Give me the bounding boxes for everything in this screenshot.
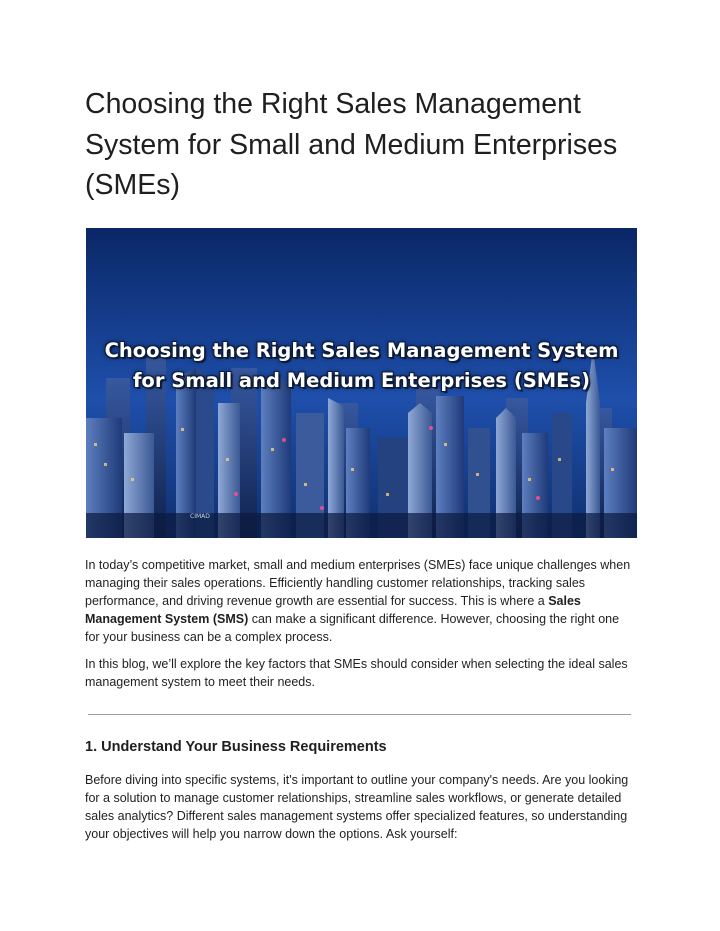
blog-intro-paragraph: In this blog, we’ll explore the key factors that SMEs should consider when selecting the ideal sales management system to meet their needs. — [85, 657, 628, 689]
hero-image — [86, 228, 637, 538]
hero-headline-line2: for Small and Medium Enterprises (SMEs) — [132, 369, 591, 392]
hero-headline-line1: Choosing the Right Sales Management System — [104, 339, 619, 362]
intro-text-2: can make a significant difference. However, choosing the right one for your business can be a complex process. — [85, 612, 620, 644]
building-sign: CIMAD — [190, 513, 210, 520]
section-body-paragraph: Before diving into specific systems, it's important to outline your company's needs. Are you looking for a solution to manage customer relationships, streamline sales workflows, or generate detailed sales analytics? Different sales management systems offer specialized features, so understanding your objectives will help you narrow down the options. Ask yourself: — [85, 773, 629, 841]
hero-headline — [86, 336, 637, 396]
intro-text-1: In today’s competitive market, small and medium enterprises (SMEs) face unique challenges when managing their sales operations. Efficiently handling customer relationships, tracking sales performance, and driving revenue growth are essential for success. This is where a — [85, 558, 631, 608]
section-heading: 1. Understand Your Business Requirements — [85, 739, 387, 755]
section-divider — [88, 714, 631, 715]
intro-bold-term: Sales Management System (SMS) — [85, 594, 581, 626]
article-title: Choosing the Right Sales Management System for Small and Medium Enterprises (SMEs) — [85, 88, 618, 201]
intro-paragraph — [85, 556, 635, 646]
